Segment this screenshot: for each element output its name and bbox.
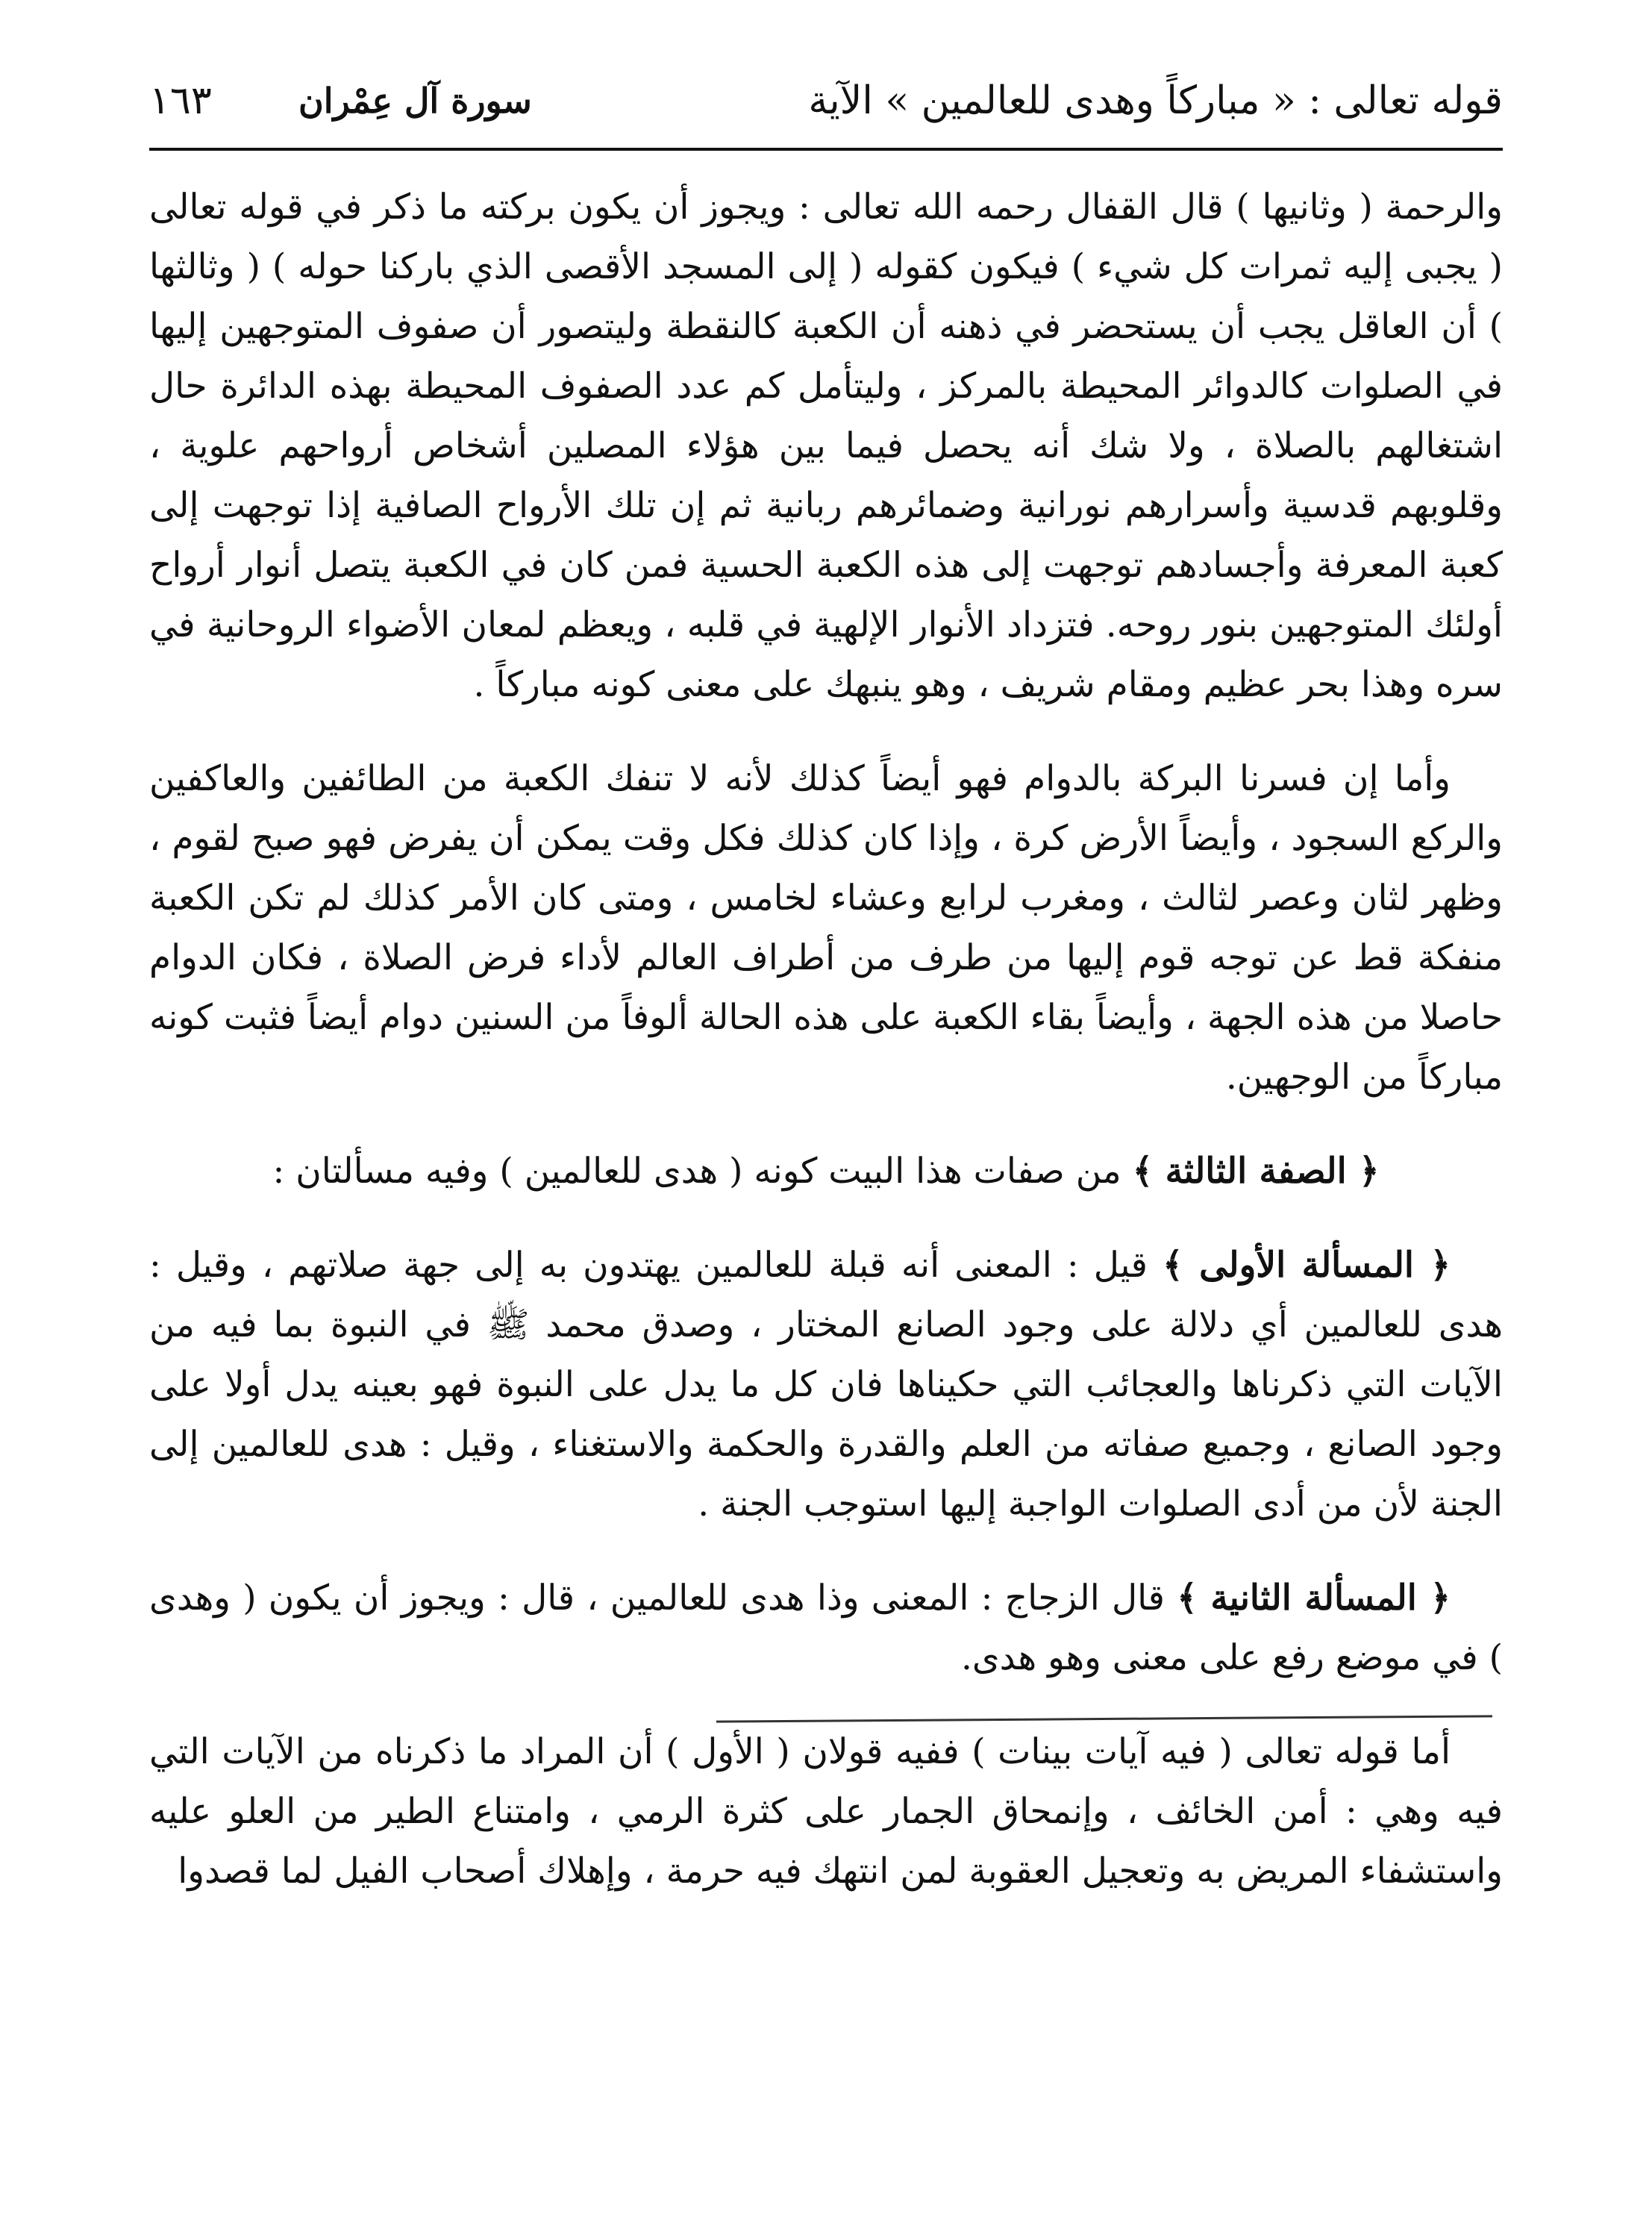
section-text: من صفات هذا البيت كونه ( هدى للعالمين ) وفيه مسألتان : (272, 1151, 1121, 1192)
page-body (149, 178, 1503, 1936)
first-question-lead: ﴿ المسألة الأولى ﴾ (1163, 1245, 1451, 1286)
paragraph-2-text: وأما إن فسرنا البركة بالدوام فهو أيضاً كذلك لأنه لا تنفك الكعبة من الطائفين والعاكفين والركع السجود ، وأيضاً الأرض كرة ، وإذا كان كذلك فكل وقت يمكن أن يفرض فهو صبح لقوم ، وظهر لثان وعصر لثالث ، ومغرب لرابع وعشاء لخامس ، ومتى كان الأمر كذلك لم تكن الكعبة منفكة قط عن توجه قوم إليها من طرف من أطراف العالم لأداء فرض الصلاة ، فكان الدوام حاصلا من هذه الجهة ، وأيضاً بقاء الكعبة على هذه الحالة ألوفاً من السنين دوام أيضاً فثبت كونه مباركاً من الوجهين. (149, 758, 1503, 1098)
paragraph-1-text: والرحمة ( وثانيها ) قال القفال رحمه الله تعالى : ويجوز أن يكون بركته ما ذكر في قوله تعالى ( يجبى إليه ثمرات كل شيء ) فيكون كقوله ( إلى المسجد الأقصى الذي باركنا حوله ) ( وثالثها ) أن العاقل يجب أن يستحضر في ذهنه أن الكعبة كالنقطة وليتصور أن صفوف المتوجهين إليها في الصلوات كالدوائر المحيطة بالمركز ، وليتأمل كم عدد الصفوف المحيطة بهذه الدائرة حال اشتغالهم بالصلاة ، ولا شك أنه يحصل فيما بين هؤلاء المصلين أشخاص أرواحهم علوية ، وقلوبهم قدسية وأسرارهم نورانية وضمائرهم ربانية ثم إن تلك الأرواح الصافية إذا توجهت إلى كعبة المعرفة وأجسادهم توجهت إلى هذه الكعبة الحسية فمن كان في الكعبة يتصل أنوار أرواح أولئك المتوجهين بنور روحه. فتزداد الأنوار الإلهية في قلبه ، ويعظم لمعان الأضواء الروحانية في سره وهذا بحر عظيم ومقام شريف ، وهو ينبهك على معنى كونه مباركاً . (149, 187, 1503, 705)
second-question-lead: ﴿ المسألة الثانية ﴾ (1177, 1578, 1451, 1619)
header-rule (149, 148, 1503, 151)
header-title: قوله تعالى : « مباركاً وهدى للعالمين » الآية (808, 78, 1503, 123)
verses-explanation-text: أما قوله تعالى ( فيه آيات بينات ) ففيه قولان ( الأول ) أن المراد ما ذكرناه من الآيات التي فيه وهي : أمن الخائف ، وإنمحاق الجمار على كثرة الرمي ، وامتناع الطير من العلو عليه واستشفاء المريض به وتعجيل العقوبة لمن انتهك فيه حرمة ، وإهلاك أصحاب الفيل لما قصدوا (149, 1731, 1503, 1892)
section-lead: ﴿ الصفة الثالثة ﴾ (1132, 1151, 1380, 1192)
paragraph-verses-explanation (149, 1722, 1503, 1901)
section-heading-third-attribute (149, 1142, 1503, 1201)
paragraph-1 (149, 178, 1503, 715)
paragraph-second-question (149, 1569, 1503, 1688)
second-question-text: قال الزجاج : المعنى وذا هدى للعالمين ، قال : ويجوز أن يكون ( وهدى ) في موضع رفع على معنى وهو هدى. (149, 1578, 1503, 1678)
page-number: ١٦٣ (149, 78, 212, 123)
first-question-text: قيل : المعنى أنه قبلة للعالمين يهتدون به إلى جهة صلاتهم ، وقيل : هدى للعالمين أي دلالة على وجود الصانع المختار ، وصدق محمد ﷺ في النبوة بما فيه من الآيات التي ذكرناها والعجائب التي حكيناها فان كل ما يدل على النبوة فهو بعينه يدل أولا على وجود الصانع ، وجميع صفاته من العلم والقدرة والحكمة والاستغناء ، وقيل : هدى للعالمين إلى الجنة لأن من أدى الصلوات الواجبة إليها استوجب الجنة . (149, 1245, 1503, 1525)
paragraph-2 (149, 749, 1503, 1107)
running-header (149, 60, 1503, 142)
header-surah-name: سورة آل عِمْران (298, 81, 532, 121)
paragraph-first-question (149, 1236, 1503, 1534)
